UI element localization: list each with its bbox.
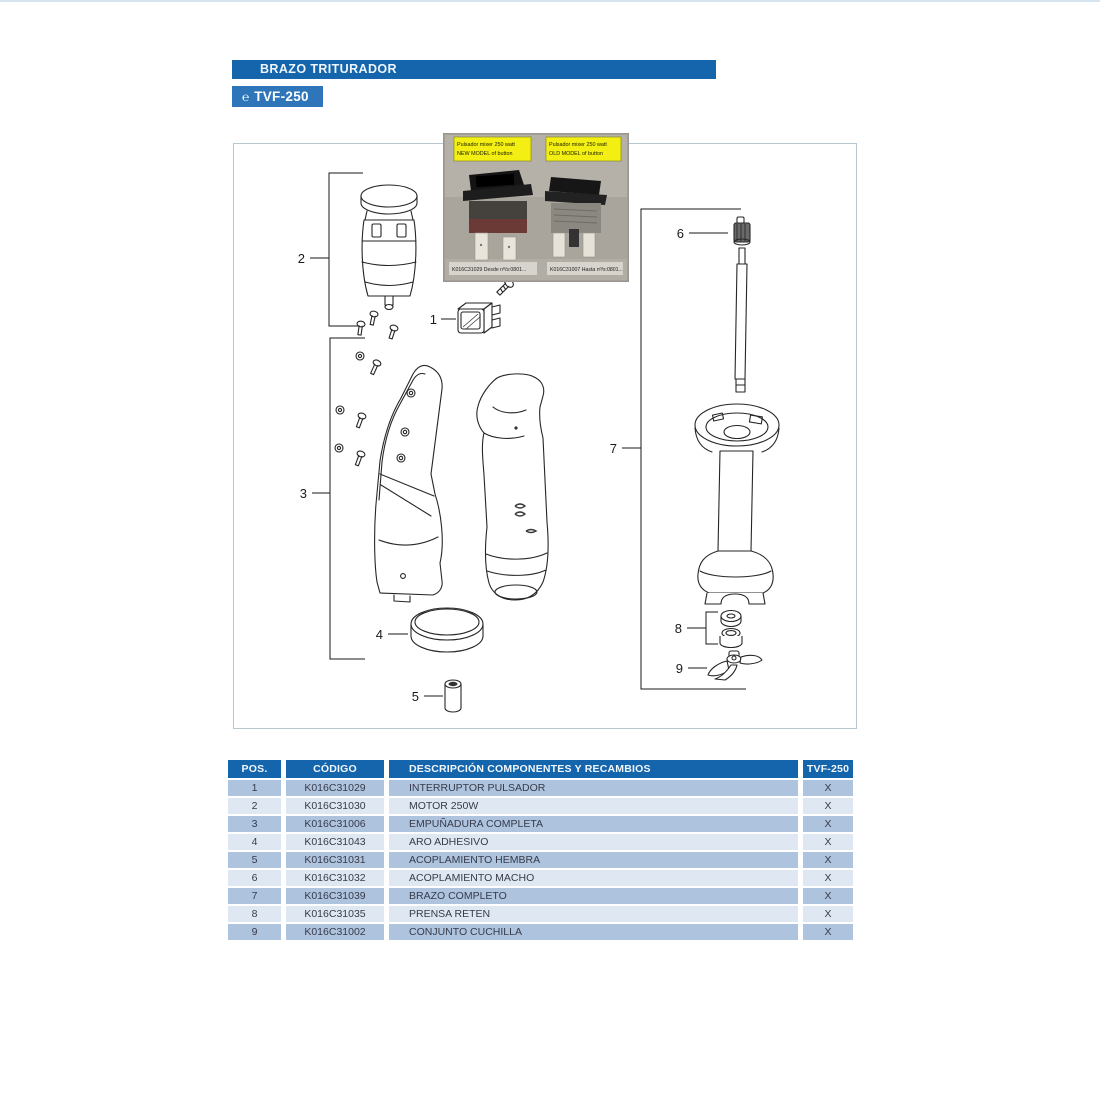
code-cell: K016C31030: [286, 798, 384, 814]
bracket-pos3: [330, 338, 365, 659]
parts-table: [228, 760, 853, 940]
seal-press-drawing: [720, 611, 742, 648]
pos-cell: 4: [228, 834, 281, 850]
desc-cell: PRENSA RETEN: [389, 906, 798, 922]
photo-label-old: [546, 137, 621, 161]
arm-shaft-drawing: [735, 248, 747, 392]
mark-cell: X: [803, 780, 853, 796]
switch-drawing: [458, 303, 500, 333]
code-cell: K016C31032: [286, 870, 384, 886]
pos-cell: 2: [228, 798, 281, 814]
photo-caption-new: [449, 262, 537, 275]
code-cell: K016C31006: [286, 816, 384, 832]
callout-2: 2: [297, 251, 305, 266]
mark-cell: X: [803, 924, 853, 940]
mark-cell: X: [803, 906, 853, 922]
section-title: BRAZO TRITURADOR: [260, 62, 397, 76]
callout-3: 3: [299, 486, 307, 501]
callout-7: 7: [609, 441, 617, 456]
switch-photo-inset: [443, 133, 629, 282]
desc-cell: INTERRUPTOR PULSADOR: [389, 780, 798, 796]
adhesive-ring-drawing: [411, 608, 483, 652]
mark-cell: X: [803, 834, 853, 850]
col-header-pos: POS.: [228, 760, 281, 778]
code-cell: K016C31035: [286, 906, 384, 922]
callout-8: 8: [674, 621, 682, 636]
code-cell: K016C31043: [286, 834, 384, 850]
pos-cell: 6: [228, 870, 281, 886]
coupling-male-drawing: [734, 217, 750, 245]
pos-cell: 8: [228, 906, 281, 922]
pos-cell: 5: [228, 852, 281, 868]
code-cell: K016C31031: [286, 852, 384, 868]
col-header-desc: DESCRIPCIÓN COMPONENTES Y RECAMBIOS: [389, 760, 798, 778]
blade-drawing: [708, 651, 762, 680]
arm-tube-drawing: [698, 451, 773, 604]
section-title-bar: [232, 60, 716, 79]
callout-6: 6: [676, 226, 684, 241]
callout-5: 5: [411, 689, 419, 704]
pos-cell: 3: [228, 816, 281, 832]
mark-cell: X: [803, 816, 853, 832]
pos-cell: 9: [228, 924, 281, 940]
exploded-diagram-panel: [233, 143, 857, 729]
coupling-female-drawing: [445, 680, 461, 712]
desc-cell: ACOPLAMIENTO HEMBRA: [389, 852, 798, 868]
mark-cell: X: [803, 798, 853, 814]
col-header-code: CÓDIGO: [286, 760, 384, 778]
svg-text:K016C31007 Hasta nº/s:0801...: K016C31007 Hasta nº/s:0801...: [550, 267, 623, 273]
model-name: TVF-250: [254, 89, 309, 104]
desc-cell: BRAZO COMPLETO: [389, 888, 798, 904]
brand-swirl-icon: ℮: [242, 89, 250, 104]
mark-cell: X: [803, 888, 853, 904]
arm-bell-top-drawing: [695, 404, 779, 452]
mark-cell: X: [803, 870, 853, 886]
desc-cell: ARO ADHESIVO: [389, 834, 798, 850]
bracket-pos2: [329, 173, 363, 326]
callout-4: 4: [375, 627, 383, 642]
desc-cell: EMPUÑADURA COMPLETA: [389, 816, 798, 832]
photo-caption-old: [547, 262, 623, 275]
handle-complete-drawing: [477, 374, 548, 600]
desc-cell: ACOPLAMIENTO MACHO: [389, 870, 798, 886]
bracket-pos8: [706, 612, 718, 644]
code-cell: K016C31029: [286, 780, 384, 796]
photo-label-new: [454, 137, 531, 161]
code-cell: K016C31002: [286, 924, 384, 940]
photo-label-new-line2: NEW MODEL of button: [457, 151, 513, 157]
model-badge: [232, 86, 323, 107]
pos-cell: 1: [228, 780, 281, 796]
photo-label-new-line1: Pulsador mixer 250 watt: [457, 142, 515, 148]
col-header-model: TVF-250: [803, 760, 853, 778]
handle-shell-drawing: [335, 352, 442, 602]
desc-cell: MOTOR 250W: [389, 798, 798, 814]
pos-cell: 7: [228, 888, 281, 904]
callout-1: 1: [429, 312, 437, 327]
desc-cell: CONJUNTO CUCHILLA: [389, 924, 798, 940]
motor-drawing: [356, 185, 417, 340]
mark-cell: X: [803, 852, 853, 868]
code-cell: K016C31039: [286, 888, 384, 904]
photo-label-old-line1: Pulsador mixer 250 watt: [549, 142, 607, 148]
svg-text:K016C31029 Desde nº/s:0801...: K016C31029 Desde nº/s:0801...: [452, 267, 527, 273]
callout-9: 9: [675, 661, 683, 676]
page-top-rule: [0, 0, 1100, 2]
photo-label-old-line2: OLD MODEL of button: [549, 151, 604, 157]
